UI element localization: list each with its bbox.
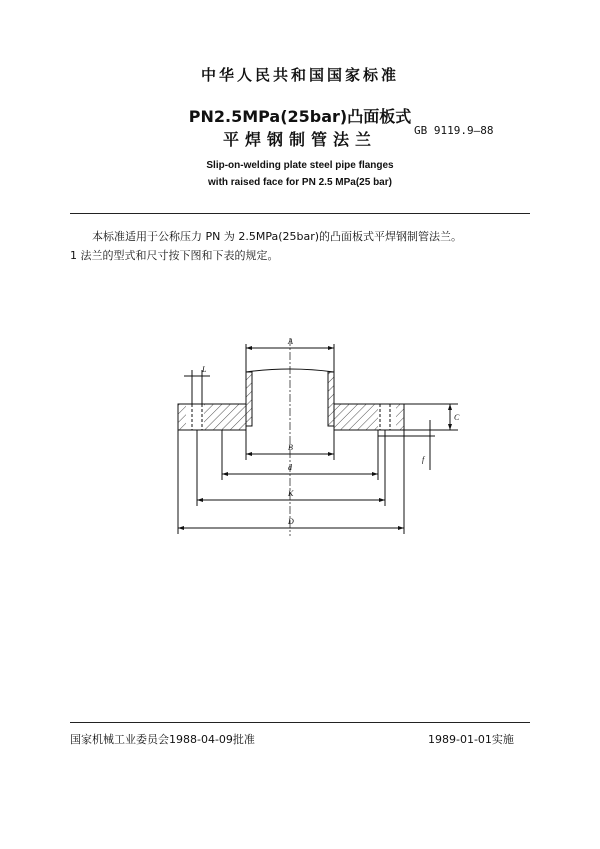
flange-drawing <box>160 330 480 540</box>
label-C: C <box>454 413 460 422</box>
scope-paragraph: 本标准适用于公称压力 PN 为 2.5MPa(25bar)的凸面板式平焊钢制管法兰。 <box>92 230 463 243</box>
title-chinese-line1: PN2.5MPa(25bar)凸面板式 <box>188 107 412 126</box>
header-divider <box>70 213 530 214</box>
footer-divider <box>70 722 530 723</box>
label-K: K <box>288 489 294 498</box>
label-L: L <box>202 365 207 374</box>
issuing-organization: 中华人民共和国国家标准 <box>200 66 399 84</box>
title-english-line2: with raised face for PN 2.5 MPa(25 bar) <box>208 177 392 188</box>
title-english-line1: Slip-on-welding plate steel pipe flanges <box>206 160 394 171</box>
label-A: A <box>288 337 293 346</box>
standard-number: GB 9119.9—88 <box>414 124 494 137</box>
pipe-wall-left <box>246 372 252 426</box>
title-chinese-line2: 平焊钢制管法兰 <box>222 130 377 149</box>
label-d: d <box>288 463 292 472</box>
clause-1-paragraph: 1 法兰的型式和尺寸按下图和下表的规定。 <box>70 249 279 262</box>
pipe-wall-right <box>328 372 334 426</box>
implementation-date: 1989-01-01实施 <box>428 733 514 746</box>
label-B: B <box>288 443 293 452</box>
label-f: f <box>422 455 425 464</box>
approval-line: 国家机械工业委员会1988-04-09批准 <box>70 733 255 746</box>
label-D: D <box>288 517 294 526</box>
